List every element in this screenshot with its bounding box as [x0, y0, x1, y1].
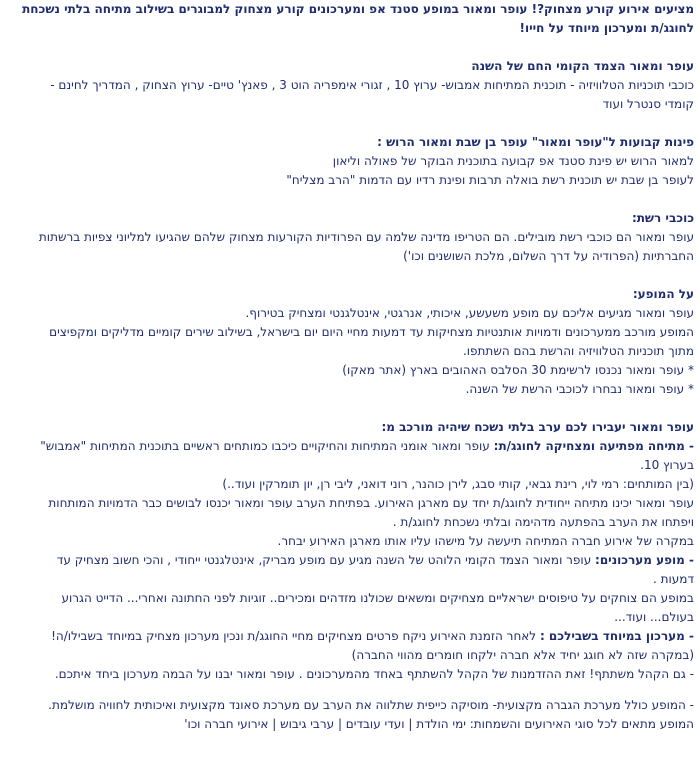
paragraph-line: למאור הרוש יש פינת סטנד אפ קבועה בתוכנית הבוקר של פאולה וליאון — [332, 154, 694, 168]
paragraph-line: עופר ומאור מגיעים אליכם עם מופע משעשע, איכותי, אנרגטי, אינטלגנטי ומצחיק בטירוף. — [245, 306, 694, 320]
paragraph-line: המופע מורכב ממערכונים ודמויות אותנטיות מצחיקות עד דמעות מחיי היום יום בישראל, בשילוב שירים קומיים מדליקים ומקפיצים — [49, 325, 694, 339]
prank-label: - מתיחה מפתיעה ומצחיקה לחוגג/ת: — [493, 439, 694, 453]
paragraph-line: בערוץ 10. — [640, 458, 694, 472]
paragraph-line: דמעות . — [653, 572, 694, 586]
paragraph-line: ויפתחו את הערב בהפתעה מדהימה ובלתי נשכחת לחוגג/ת . — [392, 515, 694, 529]
event-types-line: המופע מתאים לכל סוגי האירועים והשמחות: ימי הולדת | ועדי עובדים | ערבי גיבוש | אירועי חברה וכו' — [184, 717, 694, 731]
paragraph-line: עופר ומאור הם כוכבי רשת מובילים. הם הטריפו מדינה שלמה עם הפרודיות הקורעות מצחוק שלהם שהגיעו למליוני צפיות ברשתות — [38, 230, 694, 244]
section-heading-evening-program: עופר ומאור יעבירו לכם ערב בלתי נשכח שיהיה מורכב מ: — [381, 420, 694, 434]
sketch-show-text: עופר ומאור הצמד הקומי הלוהט של השנה מגיע עם מופע מבריק, אינטלגנטי ייחודי , והכי חשוב מצחיק עד — [56, 553, 596, 567]
custom-sketch-item — [6, 627, 694, 646]
bullet-line: * עופר ומאור נבחרו לכוכבי הרשת של השנה. — [465, 382, 694, 396]
prank-item — [6, 437, 694, 456]
custom-sketch-text: לאחר הזמנת האירוע ניקח פרטים מצחיקים מחיי החוגג/ת ונכין מערכון מצחיק במיוחד בשבילו/ה! — [51, 629, 540, 643]
section-heading-duo: עופר ומאור הצמד הקומי החם של השנה — [471, 59, 694, 73]
paragraph-line: (במקרה שזה לא חוגג יחיד אלא חברה ילקחו חומרים מהווי החברה) — [351, 648, 694, 662]
prank-text: עופר ומאור אומני המתיחות והחיקויים כיכבו כמותחים ראשיים בתוכנית המתיחות "אמבוש" — [40, 439, 494, 453]
paragraph-line: לעופר בן שבת יש תוכנית רשת בואלה תרבות ופינת רדיו עם הדמות "הרב מצליח" — [286, 173, 694, 187]
paragraph-line: במופע הם צוחקים על טיפוסים ישראליים מצחיקים ומשאים שכולנו מזדהים ומכירים.. זוגיות לפני החתונה ואחרי... הדייט הגרוע — [61, 591, 694, 605]
section-heading-fixed-segments: פינות קבועות ל"עופר ומאור" עופר בן שבת ומאור הרוש : — [377, 135, 694, 149]
paragraph-line: (בין המותחים: רמי לוי, רינת גבאי, קותי סבג, לירן כוהנר, רוני דואני, ליבי רן, יון תומרקין ועוד..) — [222, 477, 694, 491]
sketch-show-item — [6, 551, 694, 570]
section-heading-about-show: על המופע: — [632, 287, 694, 301]
bullet-line: * עופר ומאור נכנסו לרשימת 30 הסלבס האהובים בארץ (אתר מאקו) — [342, 363, 694, 377]
sketch-show-label: - מופע מערכונים: — [595, 553, 694, 567]
paragraph-line: קומדי סנטרל ועוד — [602, 97, 694, 111]
intro-line-2: לחוגג/ת ומערכון מיוחד על חייו! — [519, 21, 694, 35]
intro-line-1: מציעים אירוע קורע מצחוק?! עופר ומאור במופע סטנד אפ ומערכונים קורע מצחוק למבוגרים בשילוב מתיחה בלתי נשכחת — [22, 2, 694, 16]
paragraph-line: במקרה של אירוע חברה המתיחה תיעשה על מישהו עליו אותו מארגן האירוע יבחר. — [277, 534, 694, 548]
paragraph-line: עופר ומאור יכינו מתיחה ייחודית לחוגג/ת יחד עם מארגן האירוע. בפתיחת הערב עופר ומאור יכנסו לבושים כבר הדמויות המותחות — [48, 496, 694, 510]
paragraph-line: כוכבי תוכניות הטלוויזיה - תוכנית המתיחות אמבוש- ערוץ 10 , זגורי אימפריה הוט 3 , פאנץ' טיים- ערוץ הצחוק , המדריך לחינם - — [50, 78, 694, 92]
custom-sketch-label: - מערכון במיוחד בשבילכם : — [539, 629, 694, 643]
sound-system-item: - המופע כולל מערכת הגברה מקצועית- מוסיקה כייפית שתלווה את הערב עם מערכת סאונד מקצועית ואיכותית לחוויה מושלמת. — [48, 698, 694, 712]
paragraph-line: החברתיות (הפרודיה על דרך השלום, מלכת השושנים וכו') — [403, 249, 694, 263]
paragraph-line: בעולם... ועוד... — [614, 610, 694, 624]
section-heading-web-stars: כוכבי רשת: — [631, 211, 694, 225]
audience-item: - גם הקהל משתתף! זאת ההזדמנות של הקהל להשתתף באחד מהמערכונים . עופר ומאור יבנו על הבמה מערכון ביחד איתכם. — [54, 667, 694, 681]
paragraph-line: מתוך תוכניות הטלוויזיה והרשת בהם השתתפו. — [462, 344, 694, 358]
